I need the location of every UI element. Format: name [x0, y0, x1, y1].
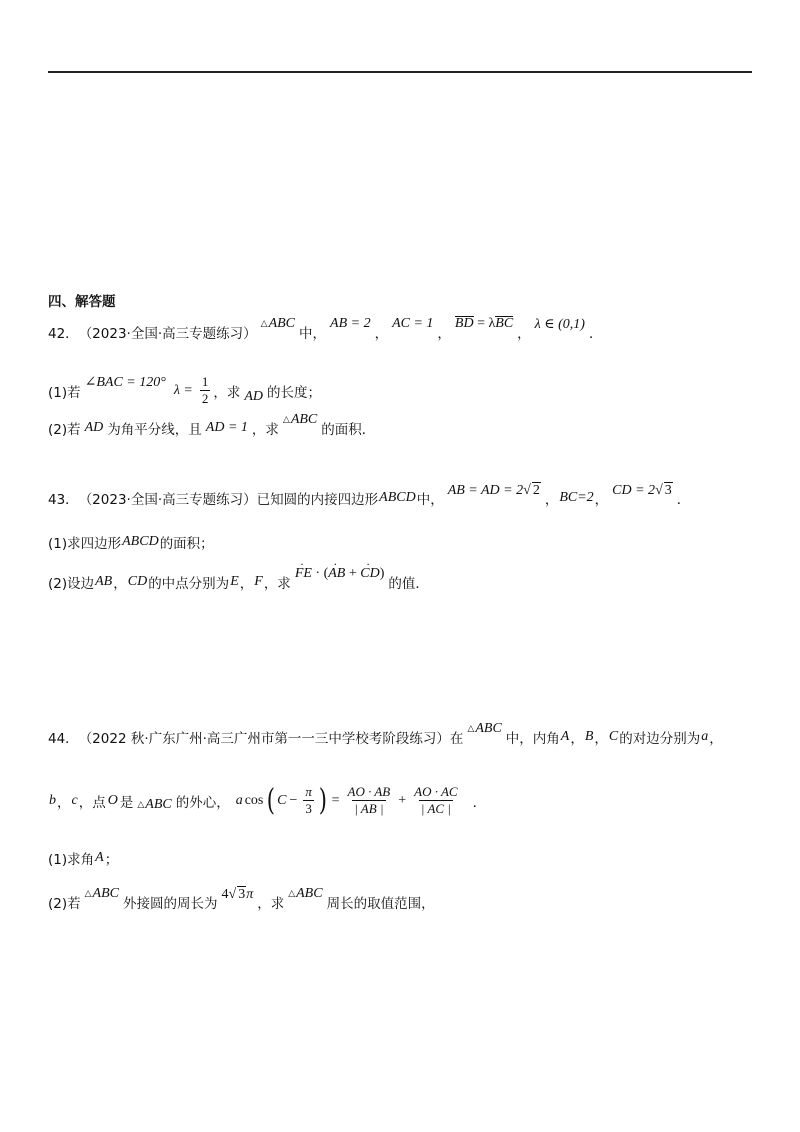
- q42-p2-mid2: ，求: [251, 422, 279, 438]
- triangle-icon: △: [467, 723, 475, 733]
- q42-p1-fraction: $\frac{1}{2}$: [201, 374, 209, 406]
- q44-equation: a cos ( C − $\frac{\pi}{3}$ ) = $\frac{AO \cdot AB}{| AB |}$ + $\frac{AO \cdot AC}{| AC |}$: [235, 782, 458, 818]
- q44-stem-in: 在: [449, 731, 464, 747]
- question-42-stem: [48, 316, 603, 342]
- q43-part-1: [48, 532, 214, 552]
- q44-stem-end: 的对边分别为: [619, 731, 701, 747]
- q44-stem-mid: 中，内角: [505, 731, 560, 747]
- q42-p2-ad: AD: [84, 420, 104, 435]
- q43-p2-ask: ，求: [263, 576, 291, 592]
- q42-p2-mid: 为角平分线，且: [107, 422, 202, 438]
- q43-p2-mid: 的中点分别为: [148, 576, 230, 592]
- q44-line2-triangle: △ABC: [137, 796, 172, 812]
- q44-p2-circumference: 4√ 3π: [221, 886, 254, 902]
- q42-triangle: △ABC: [260, 316, 296, 331]
- q42-cond-bd: BD = λBC: [454, 316, 514, 331]
- q42-p2-suffix: 的面积．: [321, 422, 376, 438]
- q44-center: 的外心，: [175, 794, 230, 811]
- question-44-stem-line-2: [48, 784, 486, 817]
- q43-part-2: [48, 566, 429, 592]
- q43-cond-3: CD = 2√ 3: [612, 482, 672, 498]
- q42-p1-mid: ，求: [213, 384, 241, 401]
- q44-c-up: C: [608, 729, 619, 744]
- q42-part-1: [48, 374, 321, 407]
- question-43-stem: [48, 482, 691, 508]
- q42-p1-ad: AD: [244, 388, 264, 404]
- q43-p2-e: E: [230, 574, 239, 589]
- q42-cond-ab: AB = 2: [330, 316, 371, 331]
- triangle-icon: △: [288, 888, 296, 898]
- q42-number: 42．: [48, 326, 79, 342]
- q43-stem-text: 已知圆的内接四边形: [256, 492, 379, 508]
- question-44-stem: [48, 721, 723, 747]
- triangle-icon: △: [137, 798, 145, 809]
- q43-period: ．: [676, 492, 691, 508]
- q42-p2-cond: AD = 1: [205, 420, 248, 435]
- q43-p2-expression: · FE · (· AB + · CD): [295, 566, 385, 582]
- q44-p2-triangle: △ABC: [84, 886, 119, 901]
- q43-p2-f: F: [254, 574, 263, 589]
- q44-part-2: [48, 886, 435, 912]
- q44-p2-ask: ，求: [257, 896, 285, 912]
- q42-sep-1: ，: [374, 326, 389, 342]
- q43-p2-prefix: (2)设边: [48, 576, 95, 592]
- q44-source: （2022 秋·广东广州·高三广州市第一一三中学校考阶段练习）: [78, 731, 450, 747]
- q44-b-low: b: [49, 792, 56, 808]
- q43-p1-quad: ABCD: [122, 534, 159, 549]
- section-title: 四、解答题: [48, 294, 116, 310]
- q43-p2-cd: CD: [127, 574, 148, 589]
- q44-period: ．: [472, 794, 487, 811]
- q43-p1-suffix: 的面积；: [159, 536, 214, 552]
- q42-source: （2023·全国·高三专题练习）: [78, 326, 257, 342]
- q42-cond-ac: AC = 1: [392, 316, 434, 331]
- q44-p2-prefix: (2)若: [48, 896, 81, 912]
- q44-p1-prefix: (1)求角: [48, 852, 95, 868]
- q44-number: 44．: [48, 731, 79, 747]
- triangle-icon: △: [260, 318, 268, 328]
- q43-p1-prefix: (1)求四边形: [48, 536, 122, 552]
- q43-sep-2: ，: [594, 492, 609, 508]
- q42-period: ．: [588, 326, 603, 342]
- q44-comma-2: ，: [594, 731, 608, 747]
- q43-sep-1: ，: [544, 492, 559, 508]
- header-rule: [48, 71, 752, 73]
- q42-p1-prefix: (1)若: [48, 384, 81, 401]
- q44-c-low: c: [71, 792, 78, 808]
- q43-p2-ab: AB: [95, 574, 113, 589]
- q42-p1-angle: ∠BAC = 120°: [84, 375, 166, 390]
- q44-part-1: [48, 848, 118, 868]
- q43-source: （2023·全国·高三专题练习）: [78, 492, 257, 508]
- q44-b-up: B: [584, 729, 594, 744]
- q43-cond-1: AB = AD = 2√ 2: [447, 482, 540, 498]
- q42-part-2: [48, 412, 376, 438]
- q42-p2-prefix: (2)若: [48, 422, 81, 438]
- q43-stem-mid: 中，: [416, 492, 444, 508]
- q43-p2-sep: ，: [113, 576, 127, 592]
- q44-a-up: A: [560, 729, 570, 744]
- q43-p2-sep-2: ，: [239, 576, 254, 592]
- q44-p1-a: A: [95, 850, 104, 865]
- q44-is: 是: [119, 794, 134, 811]
- q44-a-low: a: [701, 729, 709, 744]
- q42-sep-3: ，: [517, 326, 531, 342]
- q44-point: ，点: [78, 794, 106, 811]
- q43-number: 43．: [48, 492, 79, 508]
- q43-cond-2: BC=2: [559, 490, 594, 505]
- q44-comma-4: ，: [57, 794, 71, 811]
- q42-p2-triangle: △ABC: [282, 412, 318, 427]
- triangle-icon: △: [84, 888, 92, 898]
- q42-sep-2: ，: [437, 326, 451, 342]
- q42-p1-suffix: 的长度；: [267, 384, 322, 401]
- q44-comma-3: ，: [709, 731, 723, 747]
- q44-p2-mid: 外接圆的周长为: [123, 896, 218, 912]
- triangle-icon: △: [282, 414, 290, 424]
- q43-quad: ABCD: [379, 490, 416, 505]
- q43-p2-suffix: 的值．: [388, 576, 429, 592]
- q44-p2-suffix: 周长的取值范围，: [326, 896, 435, 912]
- q44-o: O: [107, 792, 118, 808]
- q44-triangle: △ABC: [467, 721, 502, 736]
- q42-p1-lambda: λ =: [173, 382, 193, 398]
- q42-cond-lambda: λ ∈ (0,1): [534, 316, 585, 332]
- q44-p2-triangle-2: △ABC: [288, 886, 323, 901]
- q44-p1-suffix: ；: [104, 852, 119, 868]
- q44-comma-1: ，: [570, 731, 584, 747]
- q42-stem-mid: 中，: [299, 326, 327, 342]
